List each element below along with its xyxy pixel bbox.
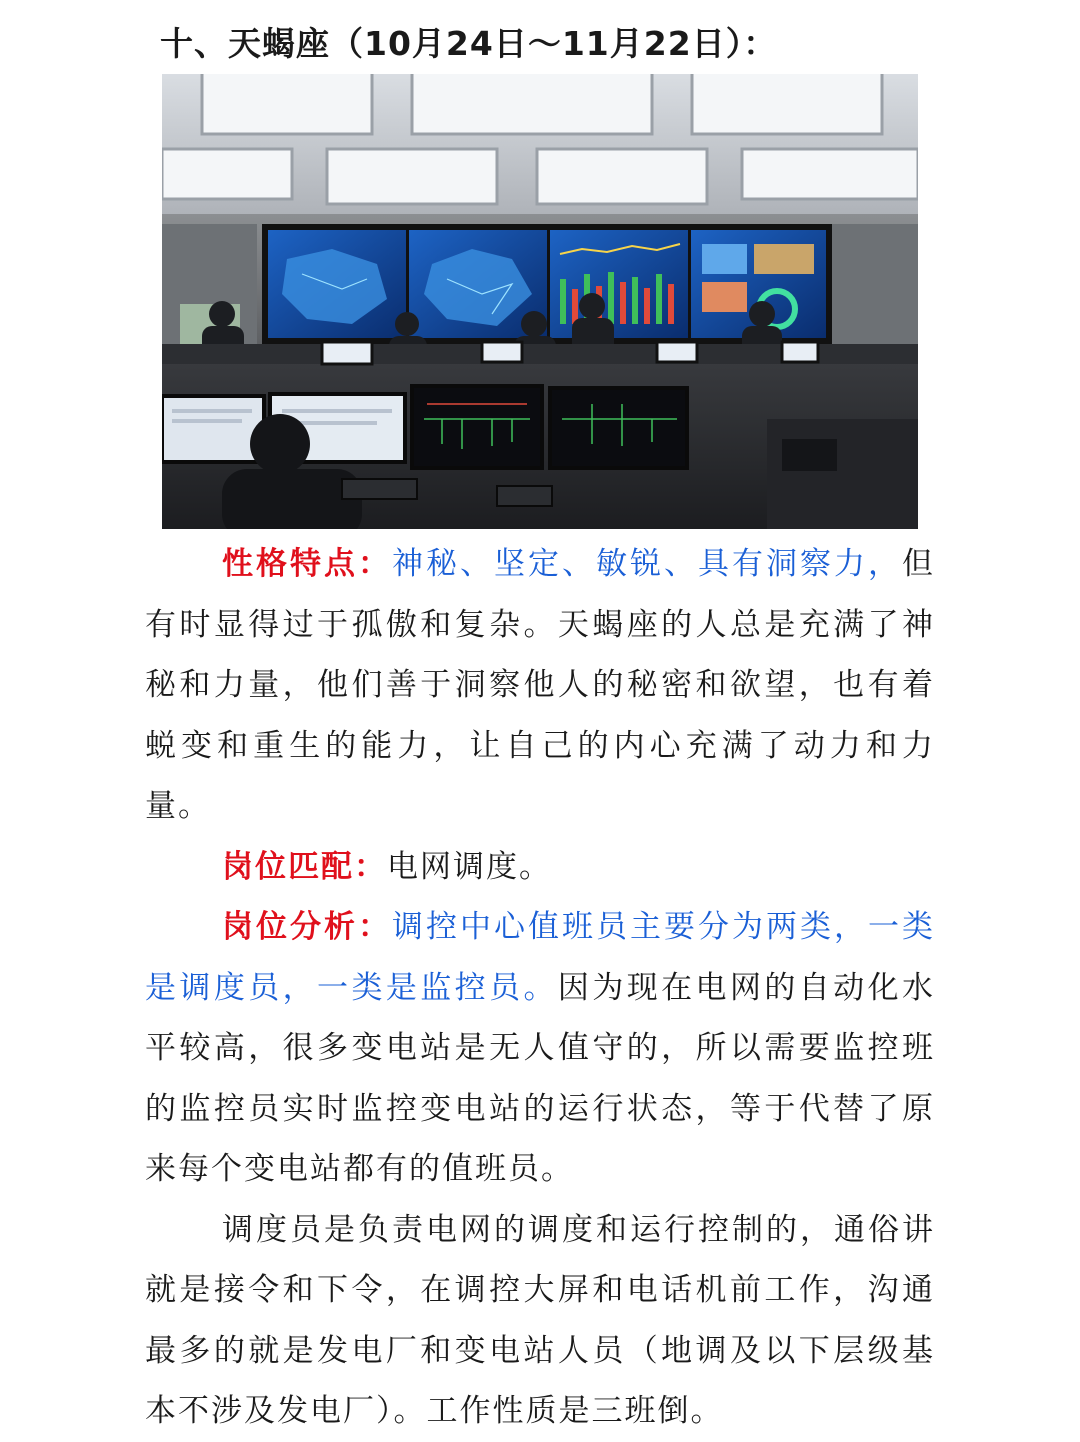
paragraph-job-analysis: [145, 897, 935, 1200]
label-personality: 性格特点：: [222, 546, 392, 582]
paragraph-job-match: [145, 837, 935, 898]
personality-description: 但有时显得过于孤傲和复杂。天蝎座的人总是充满了神秘和力量，他们善于洞察他人的秘密和欲望，也有着蜕变和重生的能力，让自己的内心充满了动力和力量。: [145, 546, 935, 824]
job-match-value: 电网调度。: [387, 848, 552, 885]
job-analysis-highlight: 调控中心值班员主要分为两类，一类是调度员，一类是监控员。: [145, 909, 935, 1006]
label-job-match: 岗位匹配：: [222, 848, 387, 885]
section-heading: 十、天蝎座（10月24日～11月22日）：: [160, 24, 778, 63]
paragraph-dispatcher: [145, 1200, 935, 1442]
paragraph-personality: [145, 534, 935, 837]
job-analysis-description: 因为现在电网的自动化水平较高，很多变电站是无人值守的，所以需要监控班的监控员实时监控变电站的运行状态，等于代替了原来每个变电站都有的值班员。: [145, 969, 936, 1187]
dispatcher-description: 调度员是负责电网的调度和运行控制的，通俗讲就是接令和下令，在调控大屏和电话机前工作，沟通最多的就是发电厂和变电站人员（地调及以下层级基本不涉及发电厂）。工作性质是三班倒。: [145, 1211, 935, 1429]
article-body: [145, 534, 935, 1442]
label-job-analysis: 岗位分析：: [222, 909, 392, 945]
personality-traits-highlight: 神秘、坚定、敏锐、具有洞察力，: [392, 546, 902, 582]
control-room-photo: [162, 74, 918, 529]
